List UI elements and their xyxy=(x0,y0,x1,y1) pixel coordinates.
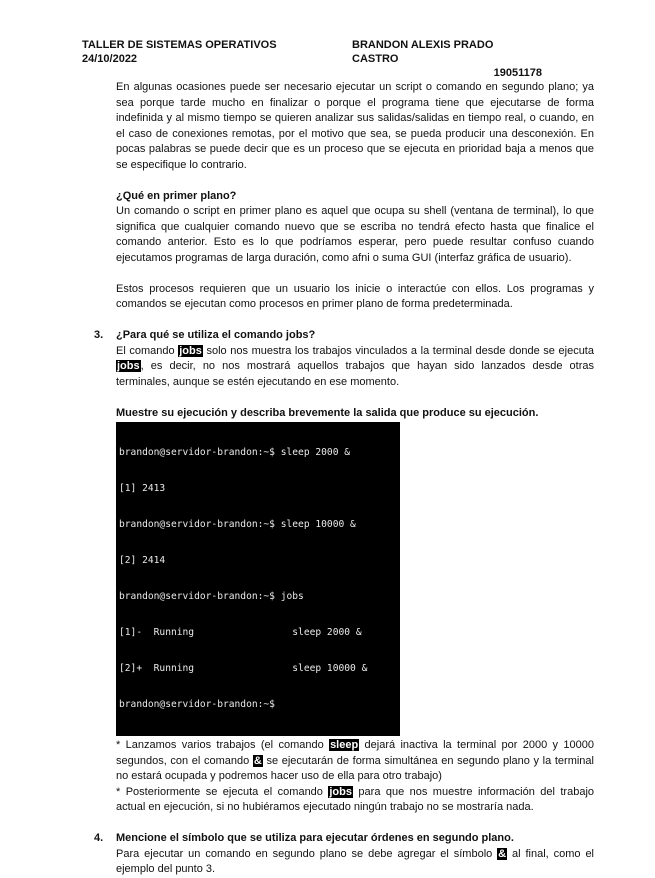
document-body xyxy=(94,80,595,878)
student-name: BRANDON ALEXIS PRADO CASTRO xyxy=(352,39,494,65)
note-2 xyxy=(116,785,594,816)
code-highlight-jobs: jobs xyxy=(329,785,352,798)
terminal-line: [2] 2414 xyxy=(119,555,166,566)
code-highlight-jobs: jobs xyxy=(117,360,140,372)
terminal-line: brandon@servidor-brandon:~$ sleep 10000 & xyxy=(119,519,356,530)
foreground-heading: ¿Qué en primer plano? xyxy=(116,189,237,202)
course-title: TALLER DE SISTEMAS OPERATIVOS xyxy=(82,39,277,51)
terminal-screenshot xyxy=(116,422,400,736)
header-right xyxy=(352,38,542,80)
note-text: para que nos muestre información del trabajo actual en ejecución, si no hubiéramos ejecutado ningún trabajo no se mostraría nada. xyxy=(116,785,595,813)
note-text: se ejecutarán de forma simultánea en segundo plano y la terminal no estará ocupada y podremos hacer uso de ella para otro trabajo) xyxy=(116,754,594,782)
execution-subheading: Muestre su ejecución y describa brevemente la salida que produce su ejecución. xyxy=(116,406,539,419)
answer-text: al final, como el ejemplo del punto 3. xyxy=(116,847,595,875)
code-highlight-jobs: jobs xyxy=(179,344,202,357)
answer-text: Para ejecutar un comando en segundo plano se debe agregar el símbolo xyxy=(116,847,498,860)
terminal-line: brandon@servidor-brandon:~$ sleep 2000 & xyxy=(119,447,351,458)
answer-text: solo nos muestra los trabajos vinculados a la terminal desde donde se ejecuta xyxy=(202,344,594,357)
question-3-text: ¿Para qué se utiliza el comando jobs? xyxy=(116,329,316,341)
foreground-paragraph-2: Estos procesos requieren que un usuario los inicie o interactúe con ellos. Los programas y comandos se ejecutan como procesos en primer plano de forma predeterminada. xyxy=(116,282,594,310)
answer-text: El comando xyxy=(116,344,179,357)
terminal-line: brandon@servidor-brandon:~$ xyxy=(119,699,275,710)
terminal-line: brandon@servidor-brandon:~$ jobs xyxy=(119,591,304,602)
document-date: 24/10/2022 xyxy=(82,53,138,65)
code-highlight-sleep: sleep xyxy=(330,739,359,751)
question-4-text: Mencione el símbolo que se utiliza para ejecutar órdenes en segundo plano. xyxy=(116,832,514,844)
question-3-number: 3. xyxy=(94,329,104,341)
foreground-paragraph-1: Un comando o script en primer plano es aquel que ocupa su shell (ventana de terminal), lo que significa que cualquier comando nuevo que se escriba no tendrá efecto hasta que finalice el comando anterior. Esto es lo que podríamos esperar, pero puede resultar confuso cuando ejecutamos programas de larga duración, como afni o suma GUI (interfaz gráfica de usuario). xyxy=(116,205,594,264)
terminal-line: [1] 2413 xyxy=(119,483,166,494)
terminal-line: [2]+ Running sleep 10000 & xyxy=(119,663,368,674)
question-4-answer xyxy=(116,847,594,878)
header-left xyxy=(82,38,277,66)
note-text: dejará inactiva la terminal por 2000 y 10000 segundos, con el comando xyxy=(116,739,594,767)
intro-paragraph: En algunas ocasiones puede ser necesario ejecutar un script o comando en segundo plano; ya sea porque tarde mucho en finalizar o porque el programa tiene que ejecutarse de forma indefinida y al mismo tiempo se quieren analizar sus salidas/salidas en tiempo real, o cuando, en el caso de conexiones remotas, por el motivo que sea, se pueda producir una desconexión. En pocas palabras se puede decir que es un proceso que se ejecuta en prioridad baja a menos que se especifique lo contrario. xyxy=(116,81,594,171)
question-3-answer xyxy=(116,344,594,391)
note-text: * Posteriormente se ejecuta el comando xyxy=(116,785,329,798)
note-text: * Lanzamos varios trabajos (el comando xyxy=(116,739,330,751)
question-4-number: 4. xyxy=(94,832,104,844)
question-3 xyxy=(94,328,594,344)
student-id: 19051178 xyxy=(493,67,542,79)
answer-text: , es decir, no nos mostrará aquellos trabajos que hayan sido lanzados desde otras terminales, aunque se estén ejecutando en ese momento. xyxy=(116,360,594,388)
question-4 xyxy=(94,831,594,847)
code-highlight-ampersand: & xyxy=(253,754,262,767)
note-1 xyxy=(116,738,594,785)
code-highlight-ampersand: & xyxy=(498,847,507,860)
terminal-line: [1]- Running sleep 2000 & xyxy=(119,627,362,638)
